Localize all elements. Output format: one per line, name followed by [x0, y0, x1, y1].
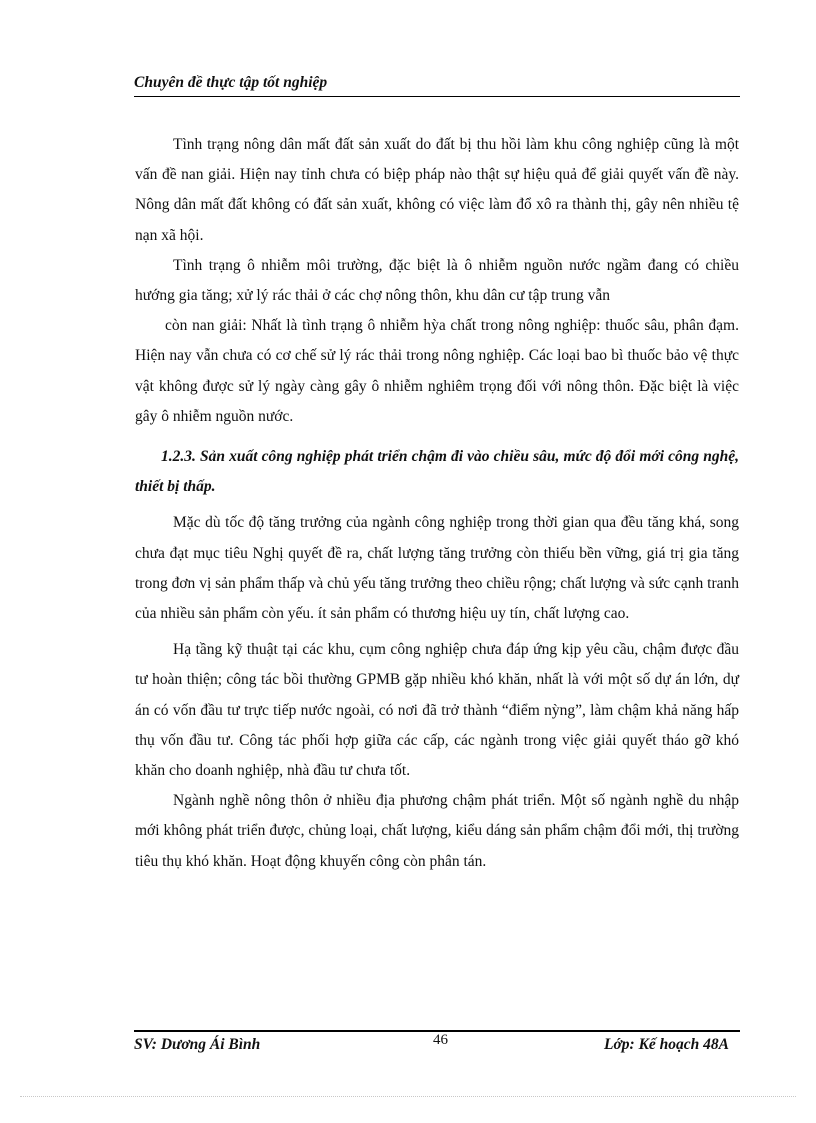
paragraph-rural-trades: Ngành nghề nông thôn ở nhiều địa phương chậm phát triển. Một số ngành nghề du nhập mới không phát triển được, chủng loại, chất lượng, kiểu dáng sản phẩm chậm đổi mới, thị trường tiêu thụ khó khăn. Hoạt động khuyến công còn phân tán.: [135, 792, 739, 870]
paragraph-pollution-continued: còn nan giải: Nhất là tình trạng ô nhiễm hỳa chất trong nông nghiệp: thuốc sâu, phân đạm. Hiện nay vẫn chưa có cơ chế sử lý rác thải trong nông nghiệp. Các loại bao bì thuốc bảo vệ thực vật không được sử lý ngày càng gây ô nhiễm nghiêm trọng đối với nông thôn. Đặc biệt là việc gây ô nhiễm nguồn nước.: [135, 317, 739, 425]
paragraph-pollution-intro: Tình trạng ô nhiễm môi trường, đặc biệt là ô nhiễm nguồn nước ngầm đang có chiều hướng gia tăng; xử lý rác thải ở các chợ nông thôn, khu dân cư tập trung vẫn: [135, 256, 739, 305]
document-body: [135, 130, 739, 877]
header-title: Chuyên đề thực tập tốt nghiệp: [134, 74, 328, 91]
page-bottom-dotted-line: [20, 1096, 796, 1097]
section-heading-1-2-3: 1.2.3. Sản xuất công nghiệp phát triển chậm đi vào chiều sâu, mức độ đổi mới công nghệ, thiết bị thấp.: [135, 448, 739, 496]
footer-class-name: Lớp: Kế hoạch 48A: [604, 1036, 729, 1053]
paragraph-growth: Mặc dù tốc độ tăng trưởng của ngành công nghiệp trong thời gian qua đều tăng khá, song chưa đạt mục tiêu Nghị quyết đề ra, chất lượng tăng trưởng còn thiếu bền vững, giá trị gia tăng trong đơn vị sản phẩm thấp và chủ yếu tăng trưởng theo chiều rộng; chất lượng và sức cạnh tranh của nhiều sản phẩm còn yếu. ít sản phẩm có thương hiệu uy tín, chất lượng cao.: [135, 514, 739, 623]
paragraph-land-loss: Tình trạng nông dân mất đất sản xuất do đất bị thu hồi làm khu công nghiệp cũng là một vấn đề nan giải. Hiện nay tỉnh chưa có biệp pháp nào thật sự hiệu quả để giải quyết vấn đề này. Nông dân mất đất không có đất sản xuất, không có việc làm đổ xô ra thành thị, gây nên nhiều tệ nạn xã hội.: [135, 136, 739, 244]
header-divider: [134, 96, 740, 97]
paragraph-infrastructure: Hạ tầng kỹ thuật tại các khu, cụm công nghiệp chưa đáp ứng kịp yêu cầu, chậm được đầu tư hoàn thiện; công tác bồi thường GPMB gặp nhiều khó khăn, nhất là với một số dự án lớn, dự án có vốn đầu tư trực tiếp nước ngoài, có nơi đã trở thành “điểm nỳng”, làm chậm khả năng hấp thụ vốn đầu tư. Công tác phối hợp giữa các cấp, các ngành trong việc giải quyết tháo gỡ khó khăn cho doanh nghiệp, nhà đầu tư chưa tốt.: [135, 641, 739, 780]
footer-student-name: SV: Dương Ái Bình: [134, 1036, 261, 1053]
page-number: 46: [433, 1032, 448, 1048]
